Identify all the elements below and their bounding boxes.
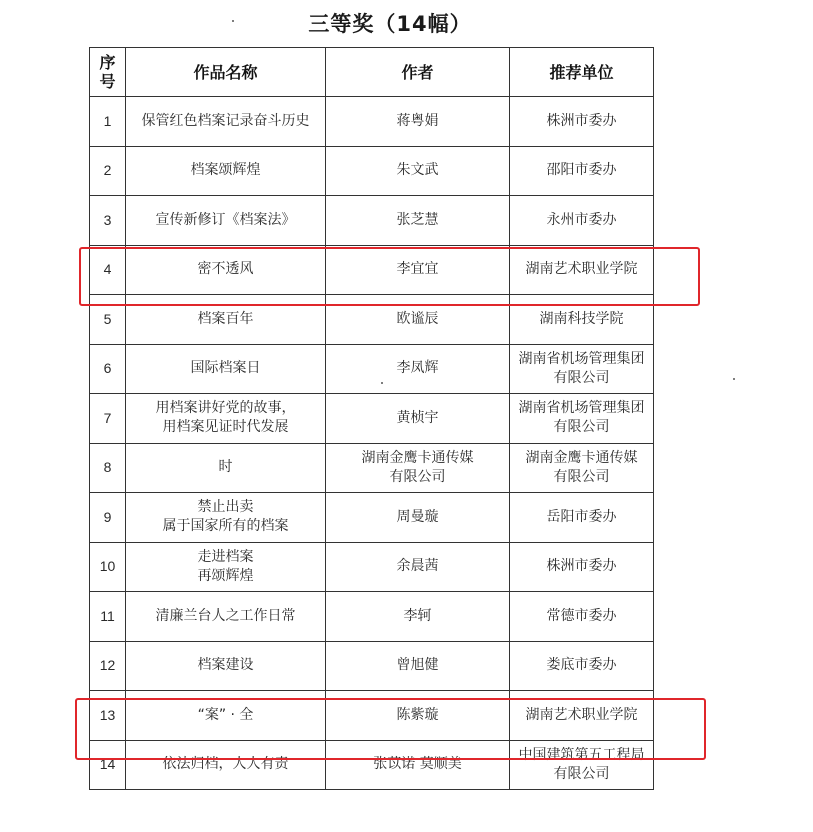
recommending-unit-line: 永州市委办 [546,211,617,228]
author-name-line: 黄桢宇 [396,409,439,426]
scan-speck [733,378,735,380]
recommending-unit-cell [510,344,654,394]
recommending-unit-line: 岳阳市委办 [546,508,617,525]
recommending-unit-cell [510,97,654,147]
author-name-cell [326,394,510,444]
row-number: 12 [90,641,126,691]
work-title-line: 用档案见证时代发展 [162,419,289,436]
author-name-line: 有限公司 [389,468,446,485]
work-title-cell [126,641,326,691]
row-number: 8 [90,443,126,493]
header-recommending-unit: 推荐单位 [510,48,654,97]
scan-speck [381,382,383,384]
table-row [90,394,654,444]
header-work-title: 作品名称 [126,48,326,97]
table-row [90,146,654,196]
recommending-unit-line: 有限公司 [553,369,610,386]
work-title-line: “案” · 全 [197,706,254,723]
row-number: 10 [90,542,126,592]
work-title-cell [126,196,326,246]
author-name-cell [326,443,510,493]
work-title-cell [126,394,326,444]
work-title-cell [126,146,326,196]
header-number: 序号 [90,48,126,97]
work-title-line: 档案百年 [197,310,254,327]
recommending-unit-line: 有限公司 [553,419,610,436]
recommending-unit-line: 有限公司 [553,765,610,782]
table-row [90,493,654,543]
work-title-cell [126,592,326,642]
row-number: 4 [90,245,126,295]
recommending-unit-cell [510,641,654,691]
scan-speck [232,20,234,22]
work-title-line: 属于国家所有的档案 [162,518,289,535]
author-name-line: 周曼璇 [396,508,439,525]
table-row [90,641,654,691]
author-name-line: 陈紫璇 [396,706,439,723]
row-number: 1 [90,97,126,147]
recommending-unit-cell [510,592,654,642]
table-row [90,542,654,592]
author-name-line: 李宜宜 [396,261,439,278]
work-title-cell [126,97,326,147]
work-title-line: 再颂辉煌 [197,567,254,584]
work-title-cell [126,493,326,543]
recommending-unit-line: 湖南省机场管理集团 [518,350,645,367]
recommending-unit-cell [510,146,654,196]
recommending-unit-line: 湖南科技学院 [539,310,624,327]
highlight-box-row-13 [75,698,706,760]
author-name-line: 张芝慧 [396,211,439,228]
row-number: 3 [90,196,126,246]
author-name-line: 曾旭健 [396,657,439,674]
recommending-unit-line: 湖南省机场管理集团 [518,400,645,417]
row-number: 14 [90,740,126,790]
row-number: 11 [90,592,126,642]
author-name-line: 余晨茜 [396,558,439,575]
author-name-cell [326,493,510,543]
author-name-cell [326,641,510,691]
author-name-line: 蒋粤娟 [396,112,439,129]
row-number: 13 [90,691,126,741]
work-title-line: 用档案讲好党的故事， [155,400,296,417]
table-row [90,344,654,394]
header-author: 作者 [326,48,510,97]
recommending-unit-line: 湖南艺术职业学院 [525,261,638,278]
work-title-line: 清廉兰台人之工作日常 [155,607,296,624]
work-title-cell [126,542,326,592]
recommending-unit-cell [510,196,654,246]
author-name-line: 李轲 [403,607,432,624]
row-number: 7 [90,394,126,444]
highlight-box-row-4 [79,247,700,306]
author-name-cell [326,196,510,246]
work-title-cell [126,443,326,493]
work-title-line: 依法归档，人人有责 [162,756,289,773]
awards-table [89,47,654,790]
work-title-line: 保管红色档案记录奋斗历史 [141,112,310,129]
work-title-line: 宣传新修订《档案法》 [155,211,296,228]
work-title-line: 走进档案 [197,548,254,565]
table-row [90,196,654,246]
work-title-line: 时 [218,459,233,476]
recommending-unit-line: 株洲市委办 [546,112,617,129]
author-name-line: 湖南金鹰卡通传媒 [361,449,474,466]
recommending-unit-line: 娄底市委办 [546,657,617,674]
row-number: 6 [90,344,126,394]
page-title: 三等奖（14幅） [308,12,472,36]
work-title-line: 禁止出卖 [197,499,254,516]
recommending-unit-line: 湖南艺术职业学院 [525,706,638,723]
author-name-cell [326,97,510,147]
row-number: 2 [90,146,126,196]
row-number: 5 [90,295,126,345]
recommending-unit-line: 湖南金鹰卡通传媒 [525,449,638,466]
recommending-unit-line: 有限公司 [553,468,610,485]
author-name-line: 欧谧辰 [396,310,439,327]
recommending-unit-cell [510,542,654,592]
recommending-unit-line: 株洲市委办 [546,558,617,575]
recommending-unit-cell [510,493,654,543]
author-name-cell [326,542,510,592]
table-row [90,443,654,493]
recommending-unit-cell [510,394,654,444]
author-name-cell [326,146,510,196]
author-name-line: 朱文武 [396,162,439,179]
recommending-unit-cell [510,443,654,493]
work-title-line: 档案颂辉煌 [190,162,261,179]
table-row [90,592,654,642]
work-title-line: 档案建设 [197,657,254,674]
work-title-line: 密不透风 [197,261,254,278]
table-row [90,97,654,147]
row-number: 9 [90,493,126,543]
author-name-cell [326,344,510,394]
table-header-row [90,48,654,97]
recommending-unit-line: 常德市委办 [546,607,617,624]
recommending-unit-line: 中国建筑第五工程局 [518,746,645,763]
work-title-line: 国际档案日 [190,360,261,377]
recommending-unit-line: 邵阳市委办 [546,162,617,179]
author-name-line: 张苡诺 莫顺美 [373,756,462,773]
author-name-line: 李凤辉 [396,360,439,377]
author-name-cell [326,592,510,642]
work-title-cell [126,344,326,394]
